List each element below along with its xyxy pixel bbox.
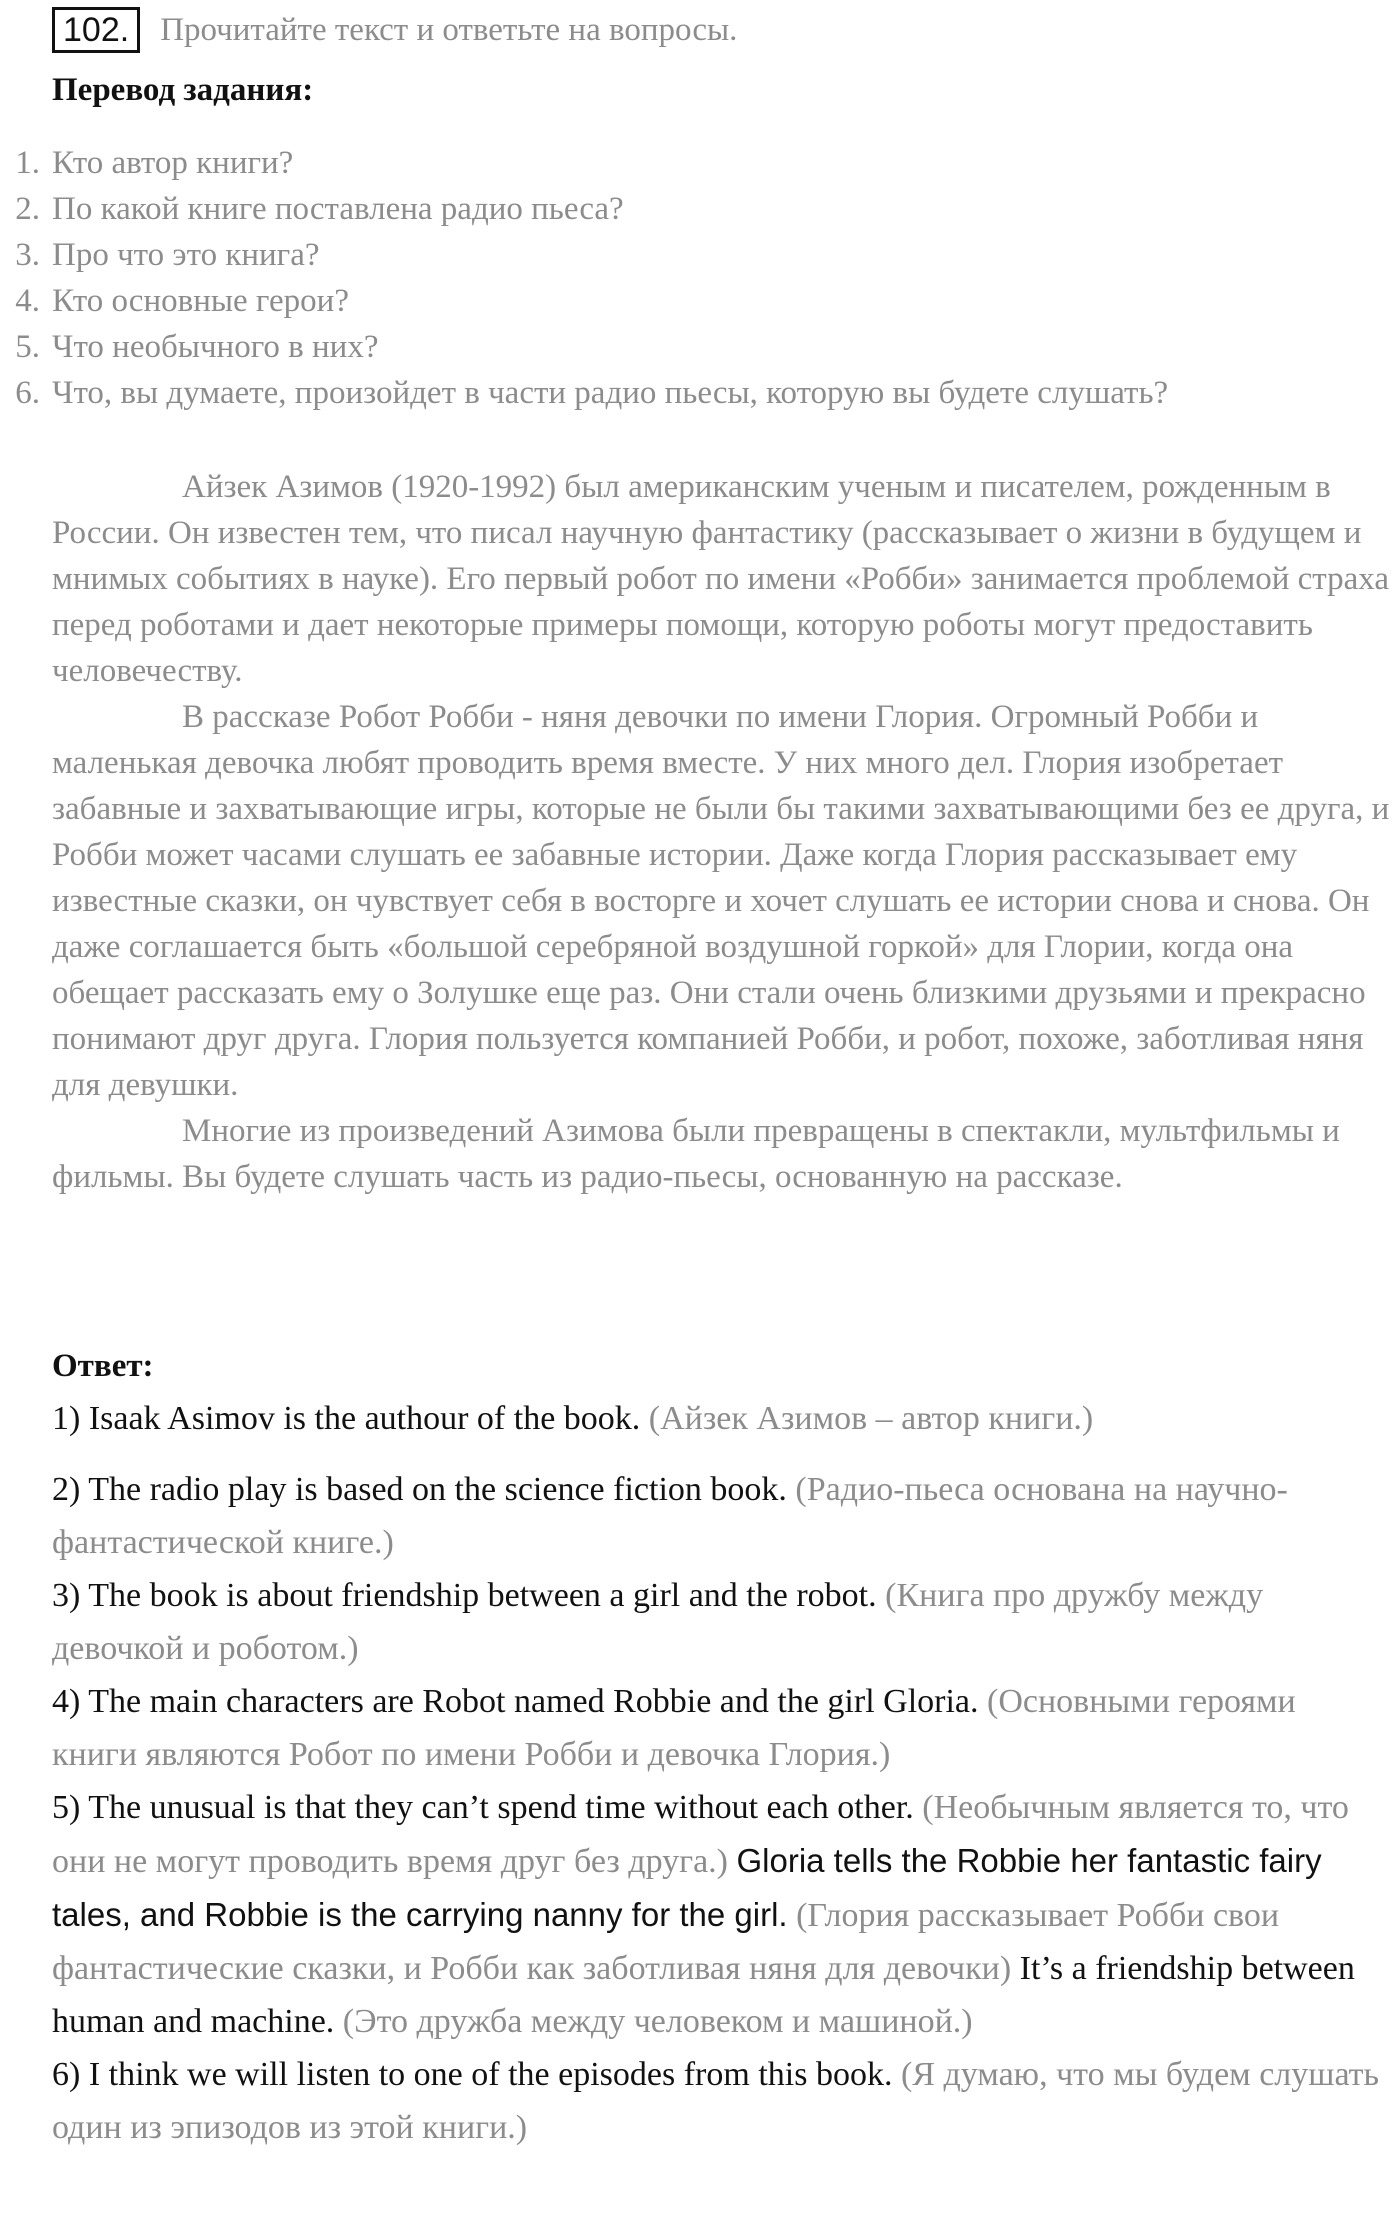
answer-1 [52, 1392, 1382, 1445]
question-text: Про что это книга? [52, 237, 320, 273]
answer-6 [52, 2048, 1382, 2154]
answer-5 [52, 1781, 1382, 2048]
answer-english: It’s a friendship between human and machine. [52, 1950, 1355, 2040]
answers-section [52, 1392, 1382, 2154]
answer-english: Gloria tells the Robbie her fantastic fairy tales, and Robbie is the carrying nanny for the girl. [52, 1842, 1322, 1933]
answer-translation: (Основными героями книги являются Робот по имени Робби и девочка Глория.) [52, 1683, 1296, 1773]
answer-2 [52, 1463, 1382, 1569]
question-item: 2. По какой книге поставлена радио пьеса? [15, 191, 624, 227]
answer-english: 6) I think we will listen to one of the episodes from this book. [52, 2056, 893, 2093]
answer-translation: (Необычным является то, что они не могут проводить время друг без друга.) [52, 1789, 1349, 1880]
question-text: По какой книге поставлена радио пьеса? [52, 191, 624, 227]
answer-translation: (Радио-пьеса основана на научно-фантастической книге.) [52, 1471, 1288, 1561]
question-item: 1. Кто автор книги? [15, 145, 294, 181]
answer-english: 1) Isaak Asimov is the authour of the book. [52, 1400, 641, 1437]
passage-paragraph: Айзек Азимов (1920-1992) был американским ученым и писателем, рожденным в России. Он известен тем, что писал научную фантастику (рассказывает о жизни в будущем и мнимых событиях в науке). Его первый робот по имени «Робби» занимается проблемой страха перед роботами и дает некоторые примеры помощи, которую роботы могут предоставить человечеству. [52, 469, 1389, 689]
answer-translation: (Айзек Азимов – автор книги.) [648, 1400, 1094, 1437]
exercise-prompt: Прочитайте текст и ответьте на вопросы. [160, 11, 738, 48]
question-list [0, 140, 1350, 416]
passage-paragraph: В рассказе Робот Робби - няня девочки по имени Глория. Огромный Робби и маленькая девочка любят проводить время вместе. У них много дел. Глория изобретает забавные и захватывающие игры, которые не были бы такими захватывающими без ее друга, и Робби может часами слушать ее забавные истории. Даже когда Глория рассказывает ему известные сказки, он чувствует себя в восторге и хочет слушать ее истории снова и снова. Он даже соглашается быть «большой серебряной воздушной горкой» для Глории, когда она обещает рассказать ему о Золушке еще раз. Они стали очень близкими друзьями и прекрасно понимают друг друга. Глория пользуется компанией Робби, и робот, похоже, заботливая няня для девушки. [52, 699, 1390, 1103]
answer-4 [52, 1675, 1382, 1781]
question-text: Что, вы думаете, произойдет в части радио пьесы, которую вы будете слушать? [52, 375, 1169, 411]
answer-english: 2) The radio play is based on the science fiction book. [52, 1471, 787, 1508]
answer-translation: (Я думаю, что мы будем слушать один из эпизодов из этой книги.) [52, 2056, 1380, 2146]
answer-english: 4) The main characters are Robot named Robbie and the girl Gloria. [52, 1683, 979, 1720]
answer-translation: (Глория рассказывает Робби свои фантастические сказки, и Робби как заботливая няня для девочки) [52, 1897, 1280, 1987]
reading-passage [52, 464, 1392, 1200]
answer-heading: Ответ: [52, 1348, 154, 1384]
translation-heading: Перевод задания: [52, 72, 314, 108]
question-item: 4. Кто основные герои? [15, 283, 349, 319]
answer-translation: (Это дружба между человеком и машиной.) [342, 2003, 973, 2040]
answer-english: 5) The unusual is that they can’t spend time without each other. [52, 1789, 914, 1826]
exercise-header [52, 6, 737, 54]
question-item: 6. Что, вы думаете, произойдет в части радио пьесы, которую вы будете слушать? [15, 375, 1169, 411]
question-text: Кто автор книги? [52, 145, 294, 181]
passage-paragraph: Многие из произведений Азимова были превращены в спектакли, мультфильмы и фильмы. Вы будете слушать часть из радио-пьесы, основанную на рассказе. [52, 1113, 1340, 1195]
question-text: Кто основные герои? [52, 283, 349, 319]
answer-3 [52, 1569, 1382, 1675]
question-text: Что необычного в них? [52, 329, 379, 365]
answer-translation: (Книга про дружбу между девочкой и роботом.) [52, 1577, 1264, 1667]
question-item: 3. Про что это книга? [15, 237, 320, 273]
answer-english: 3) The book is about friendship between a girl and the robot. [52, 1577, 877, 1614]
question-item: 5. Что необычного в них? [15, 329, 379, 365]
exercise-number: 102. [52, 7, 140, 53]
